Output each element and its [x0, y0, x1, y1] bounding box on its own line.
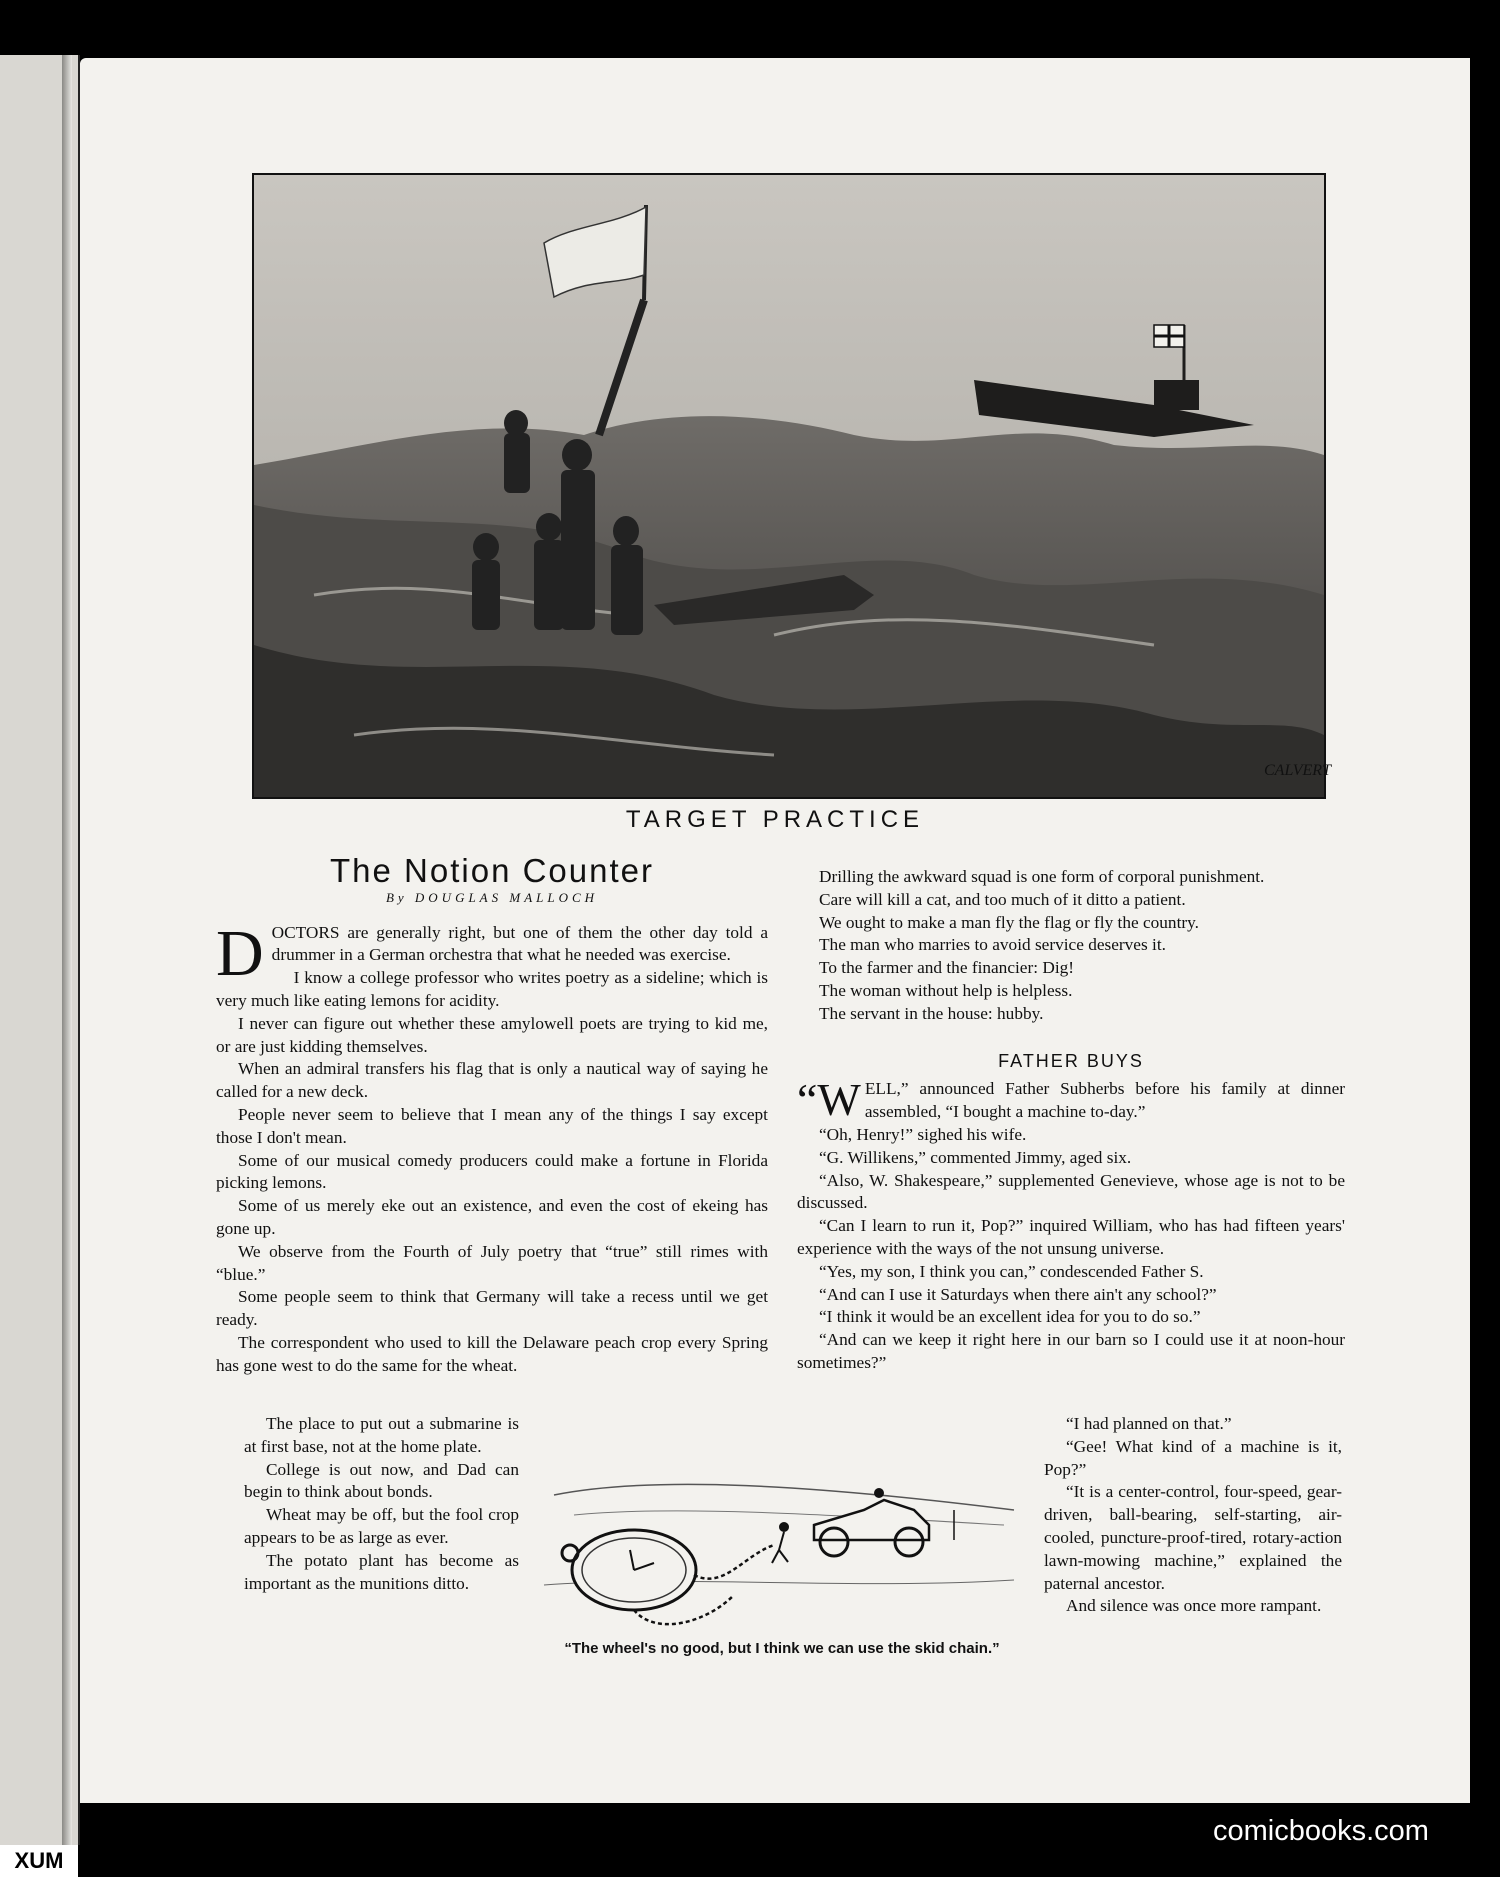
- paragraph: The man who marries to avoid service deserves it.: [819, 935, 1166, 955]
- cartoon-caption: “The wheel's no good, but I think we can use the skid chain.”: [564, 1640, 1000, 1657]
- target-practice-illustration: [252, 173, 1331, 799]
- first-paragraph-text: OCTORS are generally right, but one of them the other day told a drummer in a German orchestra that what he needed was exercise.: [271, 922, 768, 965]
- paragraph: “I think it would be an excellent idea for you to do so.”: [819, 1307, 1201, 1327]
- first-paragraph-text: ELL,” announced Father Subherbs before his family at dinner assembled, “I bought a machine to-day.”: [864, 1079, 1345, 1122]
- skid-chain-cartoon: [534, 1415, 1032, 1640]
- artist-signature: CALVERT: [1264, 762, 1331, 779]
- article-title: The Notion Counter: [330, 852, 654, 889]
- drop-cap: “W: [797, 1074, 861, 1126]
- sea-scene-drawing: [254, 175, 1331, 797]
- paragraph: “And can I use it Saturdays when there ain't any school?”: [819, 1284, 1217, 1304]
- paragraph: To the farmer and the financier: Dig!: [819, 958, 1075, 978]
- paragraph: The correspondent who used to kill the Delaware peach crop every Spring has gone west to do the same for the wheat.: [216, 1332, 768, 1375]
- paragraph: I know a college professor who writes poetry as a sideline; which is very much like eating lemons for acidity.: [216, 968, 768, 1010]
- xum-badge: XUM: [0, 1845, 78, 1877]
- paragraph: Drilling the awkward squad is one form of corporal punishment.: [819, 867, 1265, 886]
- article-byline: By DOUGLAS MALLOCH: [385, 889, 599, 905]
- paragraph: Some of us merely eke out an existence, and even the cost of ekeing has gone up.: [216, 1196, 768, 1238]
- notion-counter-column: [216, 852, 768, 1378]
- paragraph: “Can I learn to run it, Pop?” inquired William, who has had fifteen years' experience with the ways of the not unsung universe.: [797, 1216, 1345, 1258]
- paragraph: “And can we keep it right here in our barn so I could use it at noon-hour sometimes?”: [797, 1330, 1345, 1372]
- paragraph: Some people seem to think that Germany will take a recess until we get ready.: [216, 1287, 768, 1330]
- notion-counter-narrow-column: [244, 1413, 519, 1595]
- paragraph: People never seem to believe that I mean any of the things I say except those I don't mean.: [216, 1104, 768, 1147]
- paragraph: College is out now, and Dad can begin to think about bonds.: [244, 1459, 519, 1502]
- site-watermark: comicbooks.com: [1213, 1815, 1429, 1847]
- paragraph: We ought to make a man fly the flag or fly the country.: [819, 912, 1199, 932]
- first-paragraph: [797, 1074, 1345, 1126]
- paragraph: “I had planned on that.”: [1066, 1414, 1232, 1433]
- illustration-caption: TARGET PRACTICE: [625, 806, 925, 833]
- paragraph: “Oh, Henry!” sighed his wife.: [819, 1124, 1027, 1144]
- page-gutter: [62, 55, 72, 1845]
- section-heading: FATHER BUYS: [998, 1050, 1144, 1071]
- paragraph: Care will kill a cat, and too much of it ditto a patient.: [819, 889, 1186, 909]
- paragraph: “Yes, my son, I think you can,” condescended Father S.: [819, 1261, 1204, 1281]
- paragraph: “It is a center-control, four-speed, gear-driven, ball-bearing, self-starting, air-cooled, puncture-proof-tired, rotary-action lawn-mowing machine,” explained the paternal ancestor.: [1044, 1482, 1342, 1593]
- paragraph: When an admiral transfers his flag that is only a nautical way of saying he called for a new deck.: [216, 1059, 768, 1102]
- paragraph: The servant in the house: hubby.: [819, 1003, 1044, 1023]
- paragraph: And silence was once more rampant.: [1066, 1596, 1322, 1616]
- paragraph: “Also, W. Shakespeare,” supplemented Genevieve, whose age is not to be discussed.: [797, 1170, 1345, 1213]
- paragraph: “Gee! What kind of a machine is it, Pop?”: [1044, 1436, 1342, 1479]
- paragraph: We observe from the Fourth of July poetry that “true” still rimes with “blue.”: [216, 1241, 768, 1284]
- paragraph: I never can figure out whether these amylowell poets are trying to kid me, or are just kidding themselves.: [216, 1013, 768, 1056]
- paragraph: The place to put out a submarine is at first base, not at the home plate.: [244, 1414, 519, 1456]
- paragraph: Wheat may be off, but the fool crop appears to be as large as ever.: [244, 1505, 519, 1547]
- drop-cap: D: [216, 916, 264, 990]
- paragraph: “G. Willikens,” commented Jimmy, aged six.: [819, 1147, 1132, 1167]
- watch-and-car-drawing: [534, 1415, 1032, 1640]
- paragraph: Some of our musical comedy producers could make a fortune in Florida picking lemons.: [216, 1150, 768, 1193]
- paragraph: The potato plant has become as important as the munitions ditto.: [244, 1550, 519, 1593]
- right-column: [797, 866, 1345, 1375]
- father-buys-narrow-column: [1044, 1413, 1342, 1618]
- paragraph: The woman without help is helpless.: [819, 980, 1073, 1000]
